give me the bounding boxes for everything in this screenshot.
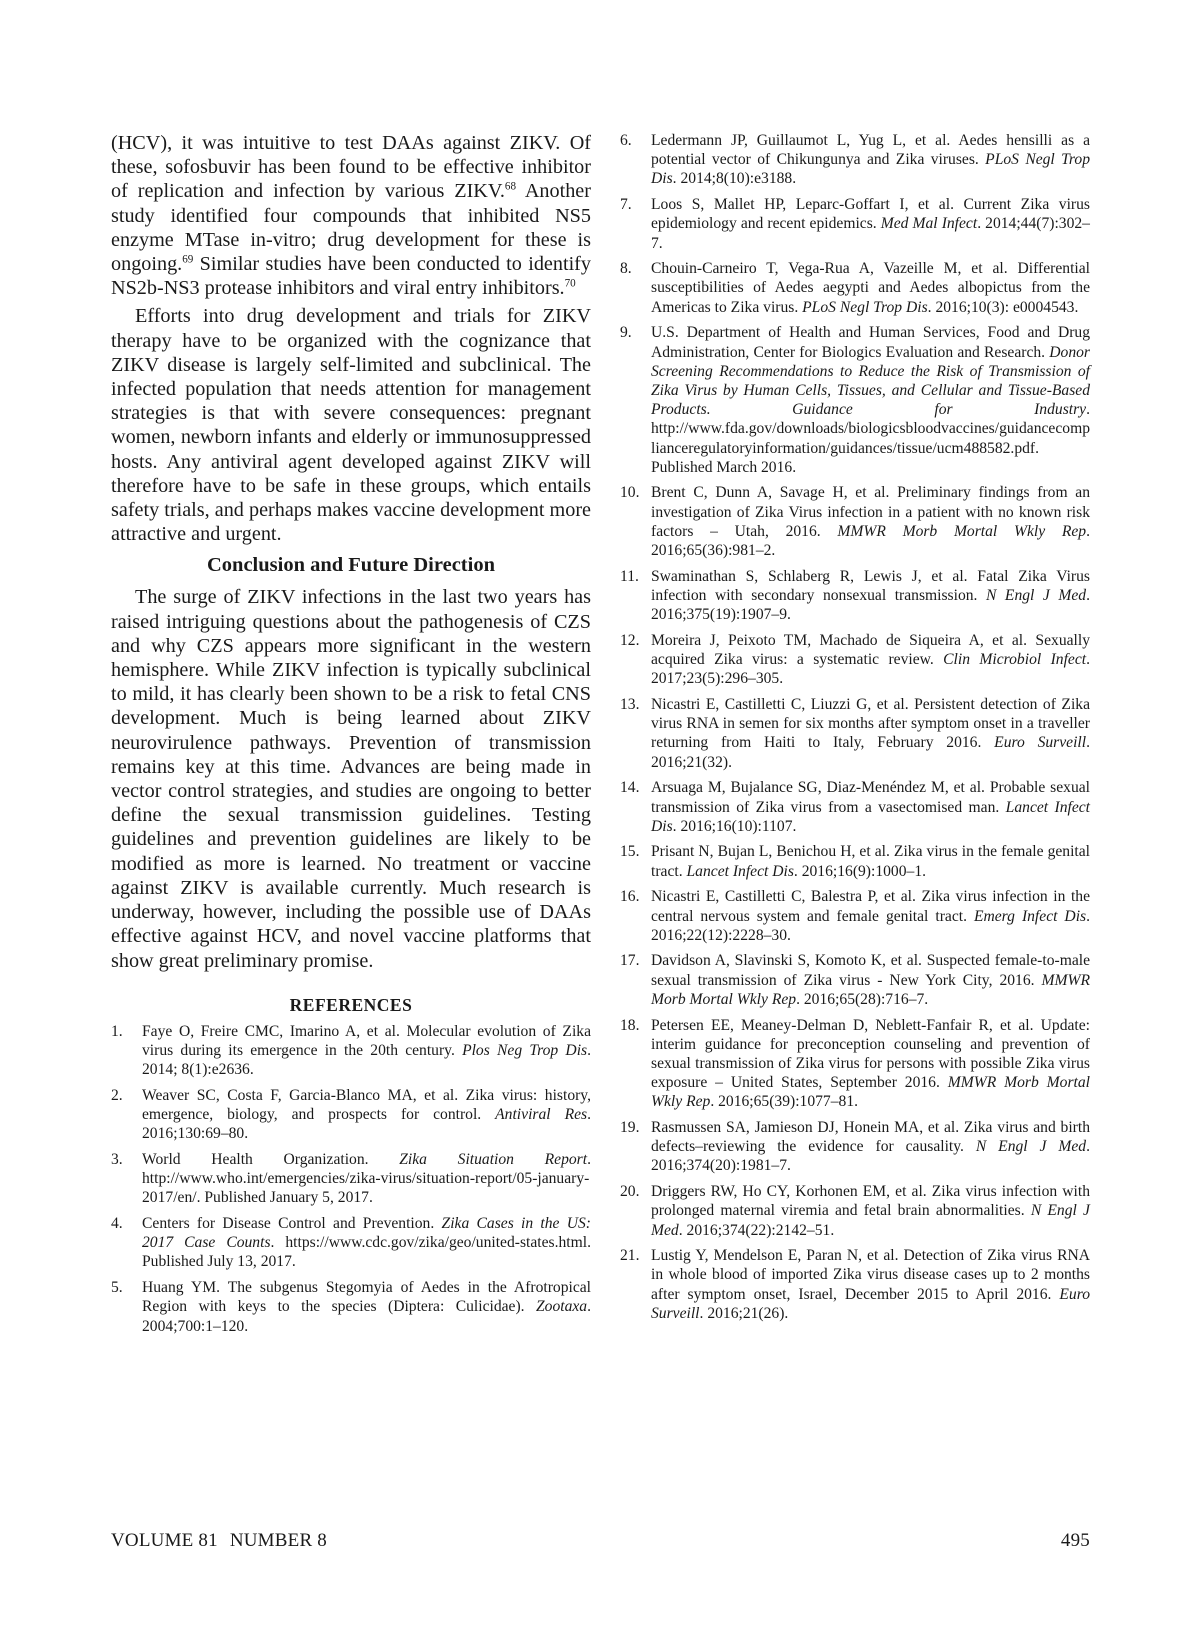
- reference-authors-title: Huang YM. The subgenus Stegomyia of Aedes in the Afrotropical Region with keys to the species (Diptera: Culicidae).: [142, 1279, 591, 1316]
- reference-number: 11.: [620, 567, 639, 585]
- reference-details: . 2016;130:69–80.: [142, 1106, 591, 1143]
- reference-item: [111, 1086, 591, 1144]
- reference-item: [620, 567, 1090, 625]
- reference-item: [620, 842, 1090, 880]
- reference-text: [142, 1279, 591, 1334]
- reference-number: 5.: [111, 1279, 123, 1297]
- reference-journal: Emerg Infect Dis: [973, 907, 1087, 925]
- reference-number: 8.: [620, 260, 632, 278]
- left-column: [111, 131, 591, 1342]
- body-paragraph-1: [111, 131, 591, 300]
- reference-journal: Lancet Infect Dis: [686, 862, 794, 880]
- reference-details: . https://www.cdc.gov/zika/geo/united-states.html. Published July 13, 2017.: [142, 1234, 591, 1271]
- reference-text: [651, 779, 1090, 834]
- reference-text: [651, 888, 1090, 943]
- reference-journal: Euro Surveill: [994, 734, 1087, 752]
- reference-number: 1.: [111, 1022, 123, 1040]
- reference-number: 21.: [620, 1247, 640, 1265]
- reference-authors-title: U.S. Department of Health and Human Services, Food and Drug Administration, Center for Biologics Evaluation and Research.: [651, 324, 1090, 361]
- reference-number: 20.: [620, 1183, 640, 1201]
- reference-journal: Zika Cases in the US: 2017 Case Counts: [142, 1215, 591, 1252]
- reference-authors-title: Petersen EE, Meaney-Delman D, Neblett-Fanfair R, et al. Update: interim guidance for preconception counseling and prevention of sexual transmission of Zika virus for persons with possible Zika virus exposure – United States, September 2016.: [651, 1016, 1090, 1092]
- reference-authors-title: Moreira J, Peixoto TM, Machado de Siqueira A, et al. Sexually acquired Zika virus: a systematic review.: [651, 631, 1090, 669]
- body-paragraph-3: The surge of ZIKV infections in the last two years has raised intriguing questions about the pathogenesis of CZS and why CZS appears more significant in the western hemisphere. While ZIKV infection is typically subclinical to mild, it has clearly been shown to be a risk to fetal CNS development. Much is being learned about ZIKV neurovirulence pathways. Prevention of transmission remains key at this time. Advances are being made in vector control strategies, and studies are ongoing to better define the sexual transmission guidelines. Testing guidelines and prevention guidelines are likely to be modified as more is learned. No treatment or vaccine against ZIKV is available currently. Much research is underway, however, including the possible use of DAAs effective against HCV, and novel vaccine platforms that show great preliminary promise.: [111, 586, 591, 972]
- reference-journal: Clin Microbiol Infect: [943, 651, 1087, 669]
- reference-journal: Lancet Infect Dis: [651, 798, 1090, 835]
- references-list-left: [111, 1022, 591, 1336]
- reference-item: [620, 951, 1090, 1009]
- citation-superscript: 70: [564, 277, 576, 290]
- reference-text: [651, 324, 1090, 475]
- reference-text: [651, 696, 1090, 771]
- reference-number: 16.: [620, 888, 640, 906]
- reference-number: 2.: [111, 1086, 123, 1104]
- reference-details: . 2016;22(12):2228–30.: [651, 907, 1090, 944]
- reference-details: . 2014;44(7):302–7.: [651, 215, 1090, 252]
- reference-item: [620, 323, 1090, 477]
- reference-details: . 2016;65(36):981–2.: [651, 522, 1090, 560]
- reference-item: [620, 195, 1090, 253]
- reference-text: [142, 1023, 591, 1078]
- section-heading: Conclusion and Future Direction: [207, 554, 495, 577]
- references-heading: REFERENCES: [289, 994, 413, 1015]
- reference-text: [142, 1151, 591, 1206]
- reference-text: [651, 132, 1090, 187]
- text-span: (HCV), it was intuitive to test DAAs against ZIKV. Of these, sofosbuvir has been found to be effective inhibitor of replication and infection by various ZIKV.: [111, 132, 591, 203]
- reference-authors-title: Lustig Y, Mendelson E, Paran N, et al. Detection of Zika virus RNA in whole blood of imported Zika virus disease cases up to 2 months after symptom onset, Israel, December 2015 to April 2016.: [651, 1247, 1090, 1303]
- body-paragraph-2: Efforts into drug development and trials for ZIKV therapy have to be organized with the cognizance that ZIKV disease is largely self-limited and subclinical. The infected population that needs attention for management strategies is that with severe consequences: pregnant women, newborn infants and elderly or immunosuppressed hosts. Any antiviral agent developed against ZIKV will therefore have to be safe in these groups, which entails safety trials, and perhaps makes vaccine development more attractive and urgent.: [111, 305, 591, 546]
- reference-number: 10.: [620, 484, 640, 502]
- reference-number: 19.: [620, 1119, 640, 1137]
- reference-details: . 2004;700:1–120.: [142, 1298, 591, 1335]
- reference-number: 3.: [111, 1150, 123, 1168]
- reference-authors-title: World Health Organization.: [142, 1150, 400, 1168]
- reference-item: [620, 1182, 1090, 1240]
- reference-item: [620, 483, 1090, 560]
- reference-details: . 2017;23(5):296–305.: [651, 651, 1090, 688]
- reference-journal: Antiviral Res: [495, 1106, 588, 1124]
- reference-journal: Euro Surveill: [651, 1285, 1090, 1322]
- reference-details: . 2016;375(19):1907–9.: [651, 586, 1090, 624]
- citation-superscript: 68: [504, 180, 517, 193]
- reference-authors-title: Rasmussen SA, Jamieson DJ, Honein MA, et al. Zika virus and birth defects–reviewing the evidence for causality.: [651, 1119, 1090, 1156]
- reference-text: [651, 632, 1090, 687]
- reference-authors-title: Nicastri E, Castilletti C, Liuzzi G, et al. Persistent detection of Zika virus RNA in semen for six months after symptom onset in a traveller returning from Haiti to Italy, February 2016.: [651, 695, 1090, 752]
- reference-authors-title: Swaminathan S, Schlaberg R, Lewis J, et al. Fatal Zika Virus infection with secondary nonsexual transmission.: [651, 567, 1090, 604]
- reference-number: 7.: [620, 196, 632, 214]
- reference-text: [651, 843, 1090, 879]
- reference-authors-title: Centers for Disease Control and Prevention.: [142, 1215, 442, 1233]
- reference-text: [651, 1247, 1090, 1322]
- reference-item: [620, 778, 1090, 836]
- reference-journal: PLoS Negl Trop Dis: [802, 298, 928, 316]
- text-span: Similar studies have been conducted to identify NS2b-NS3 protease inhibitors and viral entry inhibitors.: [111, 253, 591, 300]
- reference-journal: MMWR Morb Mortal Wkly Rep: [651, 1074, 1090, 1111]
- page-number: 495: [1060, 1530, 1090, 1551]
- reference-authors-title: Loos S, Mallet HP, Leparc-Goffart I, et al. Current Zika virus epidemiology and recent epidemics.: [651, 196, 1090, 233]
- reference-authors-title: Faye O, Freire CMC, Imarino A, et al. Molecular evolution of Zika virus during its emergence in the 20th century.: [142, 1022, 591, 1059]
- reference-details: . 2016;374(22):2142–51.: [678, 1221, 835, 1239]
- footer-volume: [111, 1530, 327, 1552]
- reference-text: [651, 260, 1090, 315]
- reference-journal: MMWR Morb Mortal Wkly Rep: [651, 971, 1090, 1008]
- reference-item: [620, 1118, 1090, 1176]
- reference-item: [111, 1022, 591, 1080]
- reference-journal: N Engl J Med: [975, 1138, 1087, 1156]
- reference-text: [651, 1183, 1090, 1238]
- reference-journal: MMWR Morb Mortal Wkly Rep: [837, 522, 1087, 540]
- reference-text: [142, 1215, 591, 1270]
- reference-number: 18.: [620, 1016, 640, 1034]
- reference-item: [620, 1016, 1090, 1112]
- reference-text: [651, 952, 1090, 1007]
- reference-authors-title: Brent C, Dunn A, Savage H, et al. Preliminary findings from an investigation of Zika Virus infection in a patient with no known risk factors – Utah, 2016.: [651, 484, 1090, 540]
- reference-details: . 2016;65(28):716–7.: [796, 990, 929, 1008]
- reference-item: [111, 1278, 591, 1336]
- volume-label: VOLUME 81: [111, 1530, 218, 1551]
- reference-text: [651, 484, 1090, 559]
- reference-journal: N Engl J Med: [986, 586, 1087, 604]
- issue-number-label: NUMBER 8: [229, 1530, 327, 1551]
- reference-number: 12.: [620, 631, 640, 649]
- reference-details: . 2016;16(10):1107.: [672, 817, 797, 835]
- reference-number: 9.: [620, 324, 632, 342]
- reference-details: . 2014; 8(1):e2636.: [142, 1041, 591, 1079]
- reference-authors-title: Davidson A, Slavinski S, Komoto K, et al. Suspected female-to-male sexual transmission of Zika virus - New York City, 2016.: [651, 952, 1090, 989]
- reference-journal: Donor Screening Recommendations to Reduce the Risk of Transmission of Zika Virus by Human Cells, Tissues, and Cellular and Tissue-Based Products. Guidance for Industry: [651, 343, 1090, 419]
- reference-authors-title: Arsuaga M, Bujalance SG, Diaz-Menéndez M, et al. Probable sexual transmission of Zika virus from a vasectomised man.: [651, 779, 1090, 816]
- reference-journal: PLoS Negl Trop Dis: [651, 151, 1091, 188]
- reference-authors-title: Prisant N, Bujan L, Benichou H, et al. Zika virus in the female genital tract.: [651, 843, 1090, 880]
- reference-details: . 2016;65(39):1077–81.: [710, 1093, 859, 1111]
- reference-item: [620, 131, 1090, 189]
- references-list-right: [620, 131, 1090, 1323]
- reference-details: . 2016;16(9):1000–1.: [793, 862, 927, 880]
- reference-authors-title: Nicastri E, Castilletti C, Balestra P, et al. Zika virus infection in the central nervous system and female genital tract.: [651, 888, 1090, 925]
- reference-details: . http://www.fda.gov/downloads/biologicsbloodvaccines/guidancecomplianceregulatoryinformation/guidances/tissue/ucm488582.pdf. Published March 2016.: [651, 401, 1090, 476]
- reference-journal: Zootaxa: [535, 1298, 588, 1316]
- reference-text: [651, 196, 1090, 251]
- reference-authors-title: Weaver SC, Costa F, Garcia-Blanco MA, et al. Zika virus: history, emergence, biology, and prospects for control.: [142, 1086, 591, 1124]
- reference-text: [651, 568, 1090, 623]
- reference-item: [620, 631, 1090, 689]
- reference-text: [651, 1017, 1090, 1111]
- reference-journal: Zika Situation Report: [399, 1150, 588, 1168]
- reference-item: [620, 695, 1090, 772]
- reference-journal: N Engl J Med: [651, 1202, 1090, 1239]
- text-span: Another study identified four compounds that inhibited NS5 enzyme MTase in-vitro; drug development for these is ongoing.: [111, 180, 591, 276]
- reference-authors-title: Driggers RW, Ho CY, Korhonen EM, et al. Zika virus infection with prolonged maternal viremia and fetal brain abnormalities.: [651, 1183, 1090, 1220]
- reference-authors-title: Chouin-Carneiro T, Vega-Rua A, Vazeille M, et al. Differential susceptibilities of Aedes aegypti and Aedes albopictus from the Americas to Zika virus.: [651, 260, 1090, 316]
- reference-text: [142, 1087, 591, 1142]
- reference-item: [620, 259, 1090, 317]
- reference-details: . 2016;21(32).: [651, 734, 1090, 771]
- reference-journal: Plos Neg Trop Dis: [462, 1041, 588, 1059]
- reference-item: [620, 1246, 1090, 1323]
- reference-authors-title: Ledermann JP, Guillaumot L, Yug L, et al. Aedes hensilli as a potential vector of Chikungunya and Zika viruses.: [651, 132, 1090, 169]
- reference-text: [651, 1119, 1090, 1174]
- reference-item: [620, 887, 1090, 945]
- reference-number: 15.: [620, 843, 640, 861]
- reference-details: . 2016;10(3): e0004543.: [927, 298, 1079, 316]
- reference-number: 14.: [620, 779, 640, 797]
- reference-number: 17.: [620, 952, 640, 970]
- reference-item: [111, 1150, 591, 1208]
- reference-details: . http://www.who.int/emergencies/zika-virus/situation-report/05-january-2017/en/. Published January 5, 2017.: [142, 1150, 591, 1207]
- reference-details: . 2014;8(10):e3188.: [672, 170, 797, 188]
- citation-superscript: 69: [182, 253, 194, 266]
- reference-details: . 2016;374(20):1981–7.: [651, 1138, 1090, 1175]
- reference-details: . 2016;21(26).: [699, 1304, 789, 1322]
- reference-item: [111, 1214, 591, 1272]
- reference-number: 6.: [620, 132, 632, 149]
- right-column: [620, 131, 1090, 1330]
- reference-journal: Med Mal Infect: [880, 215, 978, 233]
- reference-number: 13.: [620, 695, 640, 713]
- reference-number: 4.: [111, 1215, 123, 1233]
